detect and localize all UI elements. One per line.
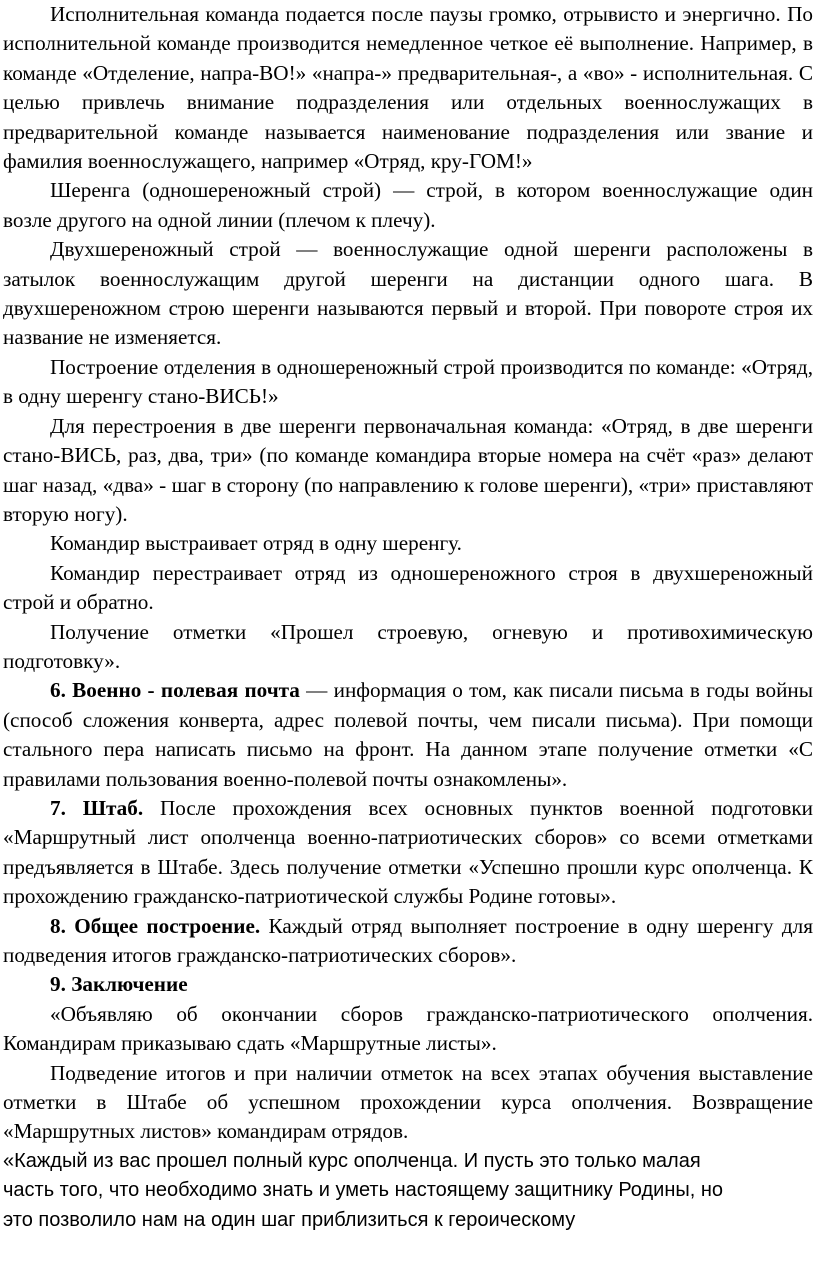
conclusion-summary: Подведение итогов и при наличии отметок на всех этапах обучения выставление отметки в Штабе об успешном прохождении курса ополчения. Возвращение «Маршрутных листов» командирам отрядов. — [3, 1060, 813, 1144]
paragraph-commander-lines-up: Командир выстраивает отряд в одну шеренгу. — [50, 531, 462, 556]
section-general-formation-heading: 8. Общее построение. — [50, 913, 261, 938]
section-headquarters — [3, 794, 813, 912]
section-field-post-heading: 6. Военно - полевая почта — [50, 678, 300, 703]
paragraph-double-rank-reformation: Для перестроения в две шеренги первоначальная команда: «Отряд, в две шеренги стано-ВИСЬ, раз, два, три» (по команде командира вторые номера на счёт «раз» делают шаг назад, «два» - шаг в сторону (по направлению к голове шеренги), «три» приставляют вторую ногу). — [3, 413, 813, 526]
final-address-line: это позволило нам на один шаг приблизиться к героическому — [3, 1208, 576, 1231]
final-address-line: «Каждый из вас прошел полный курс ополченца. И пусть это только малая — [3, 1149, 701, 1172]
section-field-post — [3, 676, 813, 794]
section-headquarters-heading: 7. Штаб. — [50, 795, 144, 820]
paragraph-single-rank: Шеренга (одношереножный строй) — строй, в котором военнослужащие один возле другого на одной линии (плечом к плечу). — [3, 178, 813, 232]
section-general-formation-text: Каждый отряд выполняет построение в одну шеренгу для подведения итогов гражданско-патриотических сборов». — [3, 913, 813, 967]
section-conclusion-heading: 9. Заключение — [50, 972, 188, 997]
paragraph-drill-mark: Получение отметки «Прошел строевую, огневую и противохимическую подготовку». — [3, 619, 813, 673]
final-address — [3, 1147, 813, 1235]
paragraph-double-rank: Двухшереножный строй — военнослужащие одной шеренги расположены в затылок военнослужащим другой шеренги на дистанции одного шага. В двухшереножном строю шеренги называются первый и второй. При повороте строя их название не изменяется. — [3, 237, 813, 350]
section-field-post-text: — информация о том, как писали письма в годы войны (способ сложения конверта, адрес полевой почты, чем писали письма). При помощи стального пера написать письмо на фронт. На данном этапе получение отметки «С правилами пользования военно-полевой почты ознакомлены». — [3, 678, 813, 791]
final-address-line: часть того, что необходимо знать и уметь настоящему защитнику Родины, но — [3, 1179, 724, 1202]
paragraph-commander-reforms: Командир перестраивает отряд из одношереножного строя в двухшереножный строй и обратно. — [3, 560, 813, 615]
section-headquarters-text: После прохождения всех основных пунктов военной подготовки «Маршрутный лист ополченца военно-патриотических сборов» со всеми отметками предъявляется в Штабе. Здесь получение отметки «Успешно прошли курс ополченца. К прохождению гражданско-патриотической службы Родине готовы». — [3, 795, 813, 909]
paragraph-executive-command: Исполнительная команда подается после паузы громко, отрывисто и энергично. По исполнительной команде производится немедленное четкое её выполнение. Например, в команде «Отделение, напра-ВО!» «напра-» предварительная-, а «во» - исполнительная. С целью привлечь внимание подразделения или отдельных военнослужащих в предварительной команде называется наименование подразделения или звание и фамилия военнослужащего, например «Отряд, кру-ГОМ!» — [3, 2, 813, 174]
paragraph-single-rank-formation: Построение отделения в одношереножный строй производится по команде: «Отряд, в одну шеренгу стано-ВИСЬ!» — [3, 354, 813, 409]
section-general-formation — [3, 912, 813, 971]
conclusion-announcement: «Объявляю об окончании сборов гражданско-патриотического ополчения. Командирам приказываю сдать «Маршрутные листы». — [3, 1001, 813, 1056]
